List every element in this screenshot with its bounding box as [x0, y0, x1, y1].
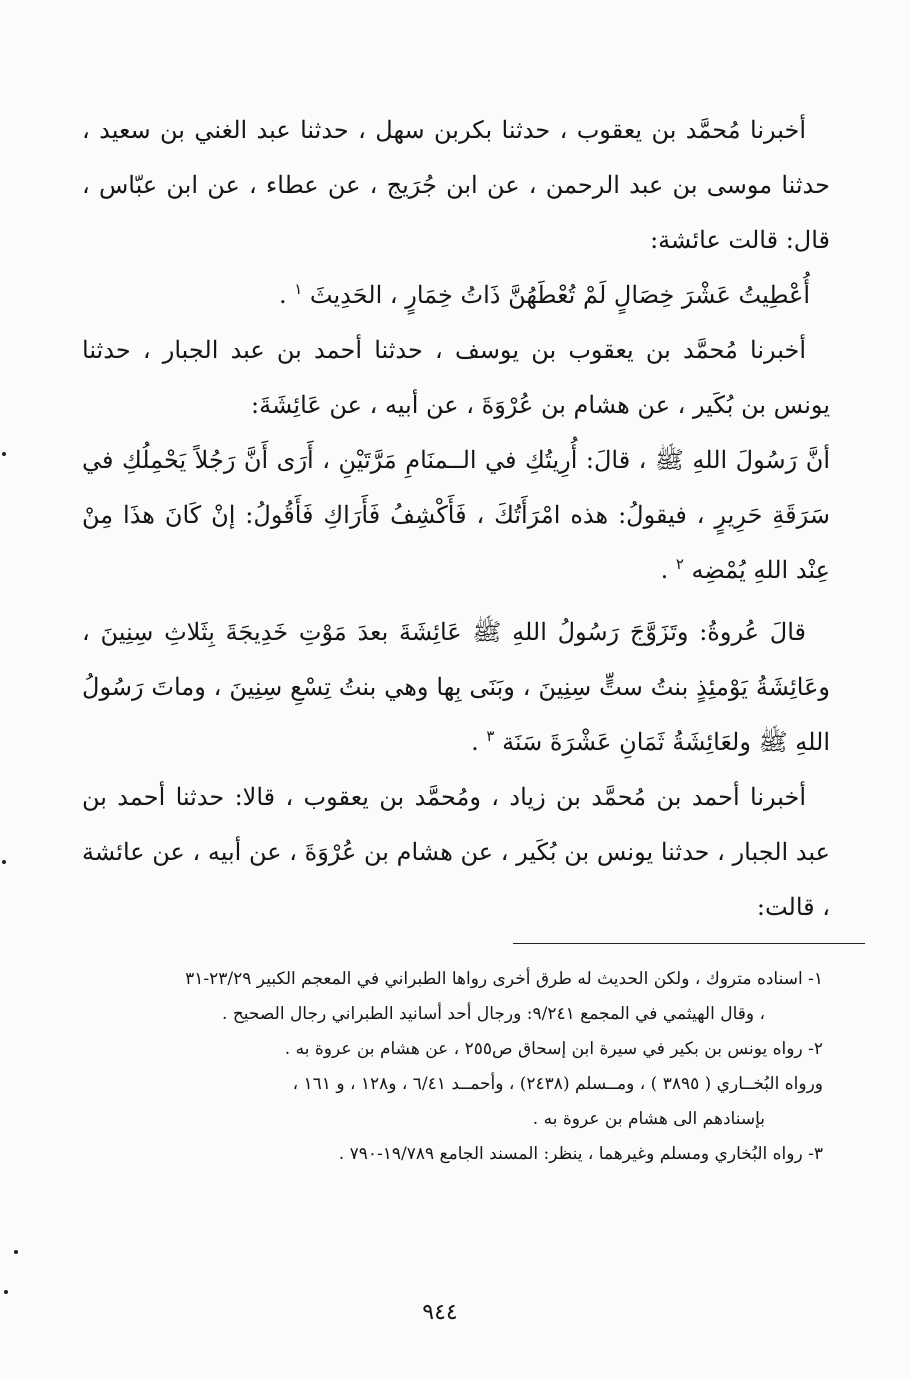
page-number: ٩٤٤ — [422, 1300, 458, 1325]
paragraph-text: أُعْطِيتُ عَشْرَ خِصَالٍ لَمْ تُعْطَهُنَّ ذَاتُ خِمَارٍ ، الحَدِيثَ — [309, 281, 810, 309]
paragraph-suffix: . — [471, 728, 487, 756]
scan-margin-mark — [2, 452, 6, 456]
footnote-3: ٣- رواه البُخاري ومسلم وغيرهما ، ينظر: المسند الجامع ١٩/٧٨٩-٧٩٠ . — [338, 1144, 823, 1164]
paragraph-text: أخبرنا أحمد بن مُحمَّد بن زياد ، ومُحمَّد بن يعقوب ، قالا: حدثنا أحمد بن عبد الجبار ، حدثنا يونس بن بُكَير ، عن هشام بن عُرْوَةَ ، عن أبيه ، عن عائشة ، قالت: — [82, 783, 830, 921]
paragraph-suffix: . — [278, 281, 295, 309]
scan-margin-mark — [14, 1250, 18, 1254]
isnad-paragraph-3 — [82, 770, 830, 935]
paragraph-text: قالَ عُروةُ: وتَزَوَّجَ رَسُولُ اللهِ ﷺ عَائِشَةَ بعدَ مَوْتِ خَدِيجَةَ بِثَلاثِ سِنِينَ ، وعَائِشَةُ يَوْمئِذٍ بنتُ ستٍّ سِنِينَ ، وبَنَى بِها وهي بنتُ تِسْعِ سِنِينَ ، وماتَ رَسُولُ اللهِ ﷺ ولعَائِشَةُ ثَمَانِ عَشْرَةَ سَنَة — [82, 618, 830, 756]
footnote-separator — [513, 943, 865, 944]
scan-margin-mark — [4, 1290, 8, 1294]
paragraph-text: أنَّ رَسُولَ اللهِ ﷺ ، قالَ: أُرِيتُكِ في الــمنَامِ مَرَّتَيْنِ ، أَرَى أَنَّ رَجُلاً يَحْمِلُكِ في سَرَقَةِ حَرِيرٍ ، فيقولُ: هذه امْرَأَتُكَ ، فَأَكْشِفُ فَأَرَاكِ فَأَقُولُ: إنْ كَانَ هذَا مِنْ عِنْد اللهِ يُمْضِه — [82, 446, 830, 584]
footnote-marker-1: ١ — [294, 280, 303, 298]
footnote-2-continuation-end: بإسنادهم الى هشام بن عروة به . — [532, 1109, 765, 1129]
footnote-1: ١- اسناده متروك ، ولكن الحديث له طرق أخرى رواها الطبراني في المعجم الكبير ٢٣/٢٩-٣١ — [185, 969, 823, 989]
isnad-paragraph-2 — [82, 323, 830, 433]
paragraph-text: أخبرنا مُحمَّد بن يعقوب ، حدثنا بكربن سهل ، حدثنا عبد الغني بن سعيد ، حدثنا موسى بن عبد الرحمن ، عن ابن جُرَيج ، عن عطاء ، عن ابن عبّاس ، قال: قالت عائشة: — [82, 116, 830, 254]
footnotes — [75, 962, 823, 1172]
footnote-marker-3: ٣ — [486, 727, 495, 745]
paragraph-text: أخبرنا مُحمَّد بن يعقوب بن يوسف ، حدثنا أحمد بن عبد الجبار ، حدثنا يونس بن بُكَير ، عن هشام بن عُرْوَةَ ، عن أبيه ، عن عَائِشَةَ: — [82, 336, 830, 419]
hadith-paragraph-2 — [82, 433, 830, 598]
isnad-paragraph-1 — [82, 103, 830, 268]
narration-paragraph-urwa — [82, 605, 830, 770]
main-text — [82, 103, 830, 935]
footnote-marker-2: ٢ — [675, 555, 684, 573]
footnote-2: ٢- رواه يونس بن بكير في سيرة ابن إسحاق ص٢٥٥ ، عن هشام بن عروة به . — [284, 1039, 823, 1059]
scan-margin-mark — [2, 860, 6, 864]
hadith-quote-1 — [82, 268, 830, 323]
paragraph-suffix: . — [660, 556, 676, 584]
footnote-1-continuation: ، وقال الهيثمي في المجمع ٩/٢٤١: ورجال أحد أسانيد الطبراني رجال الصحيح . — [222, 1004, 765, 1024]
footnote-2-continuation: ورواه البُخــاري ( ٣٨٩٥ ) ، ومــسلم (٢٤٣٨) ، وأحمــد ٦/٤١ ، و١٢٨ ، و ١٦١ ، — [292, 1074, 823, 1094]
